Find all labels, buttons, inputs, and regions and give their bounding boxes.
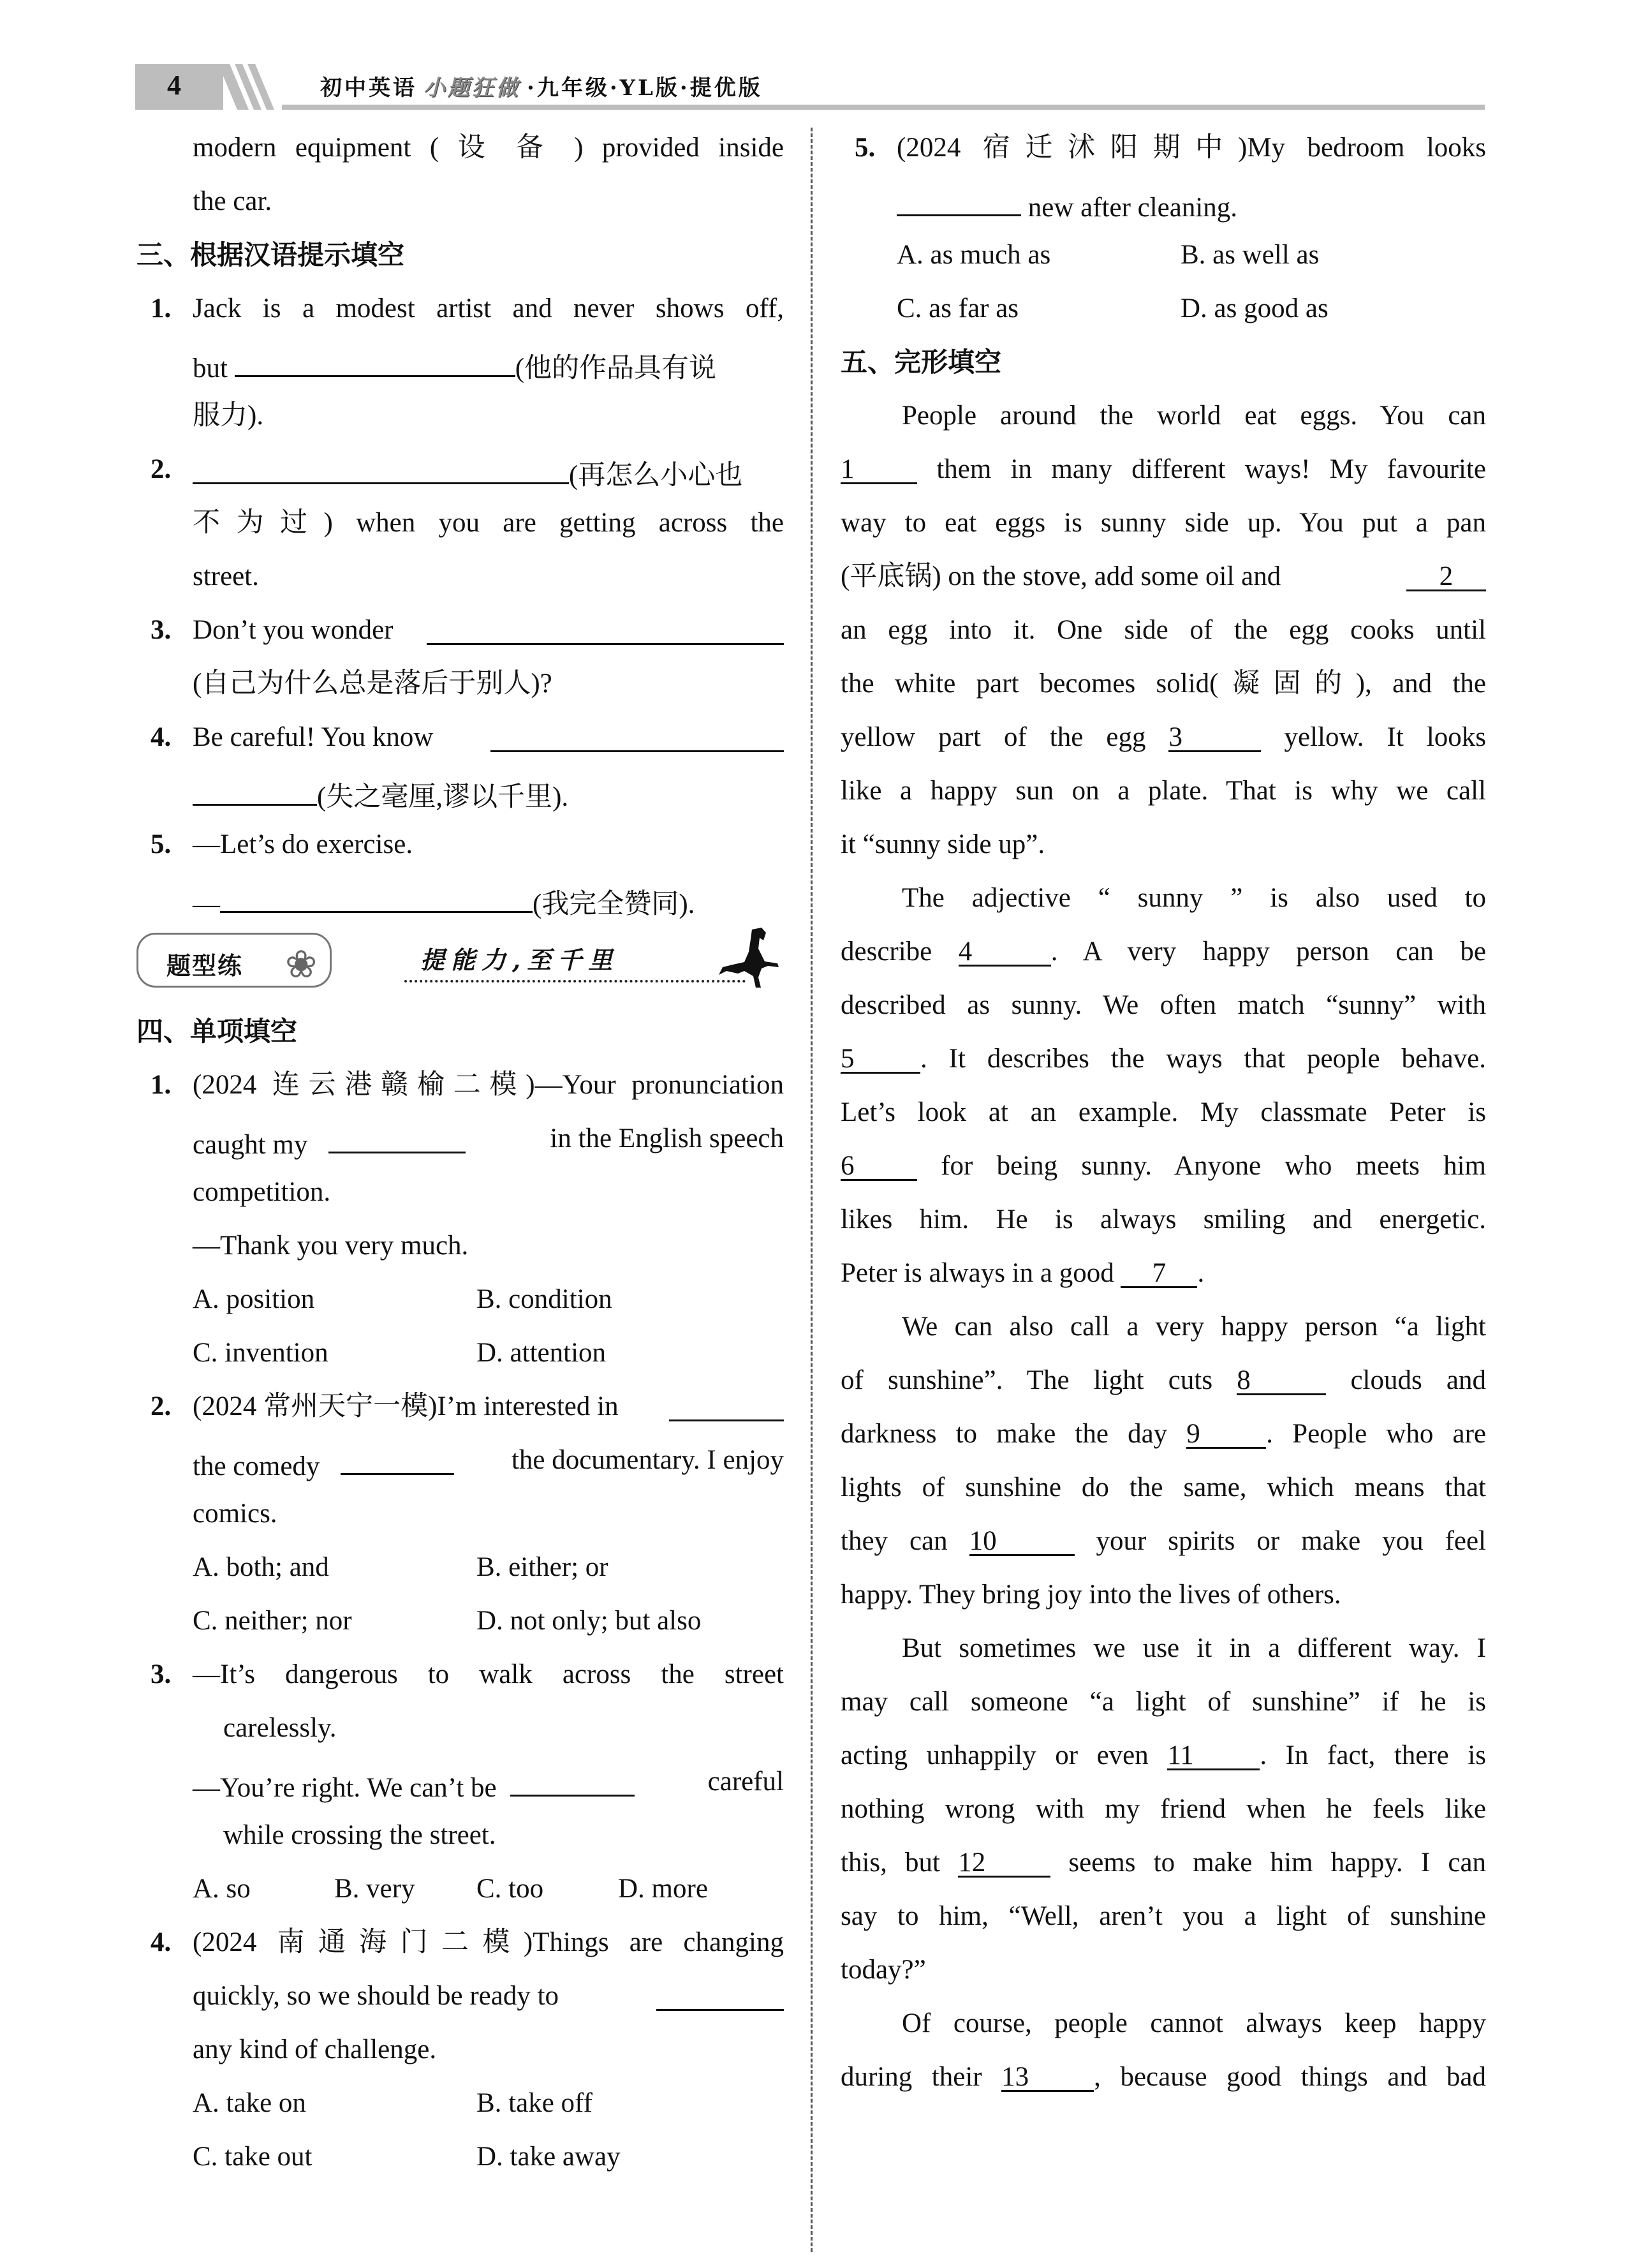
answer-blank[interactable] [656,1969,784,2011]
question-number: 5. [855,133,876,163]
section-heading: 四、单项填空 [136,1016,298,1047]
option-a[interactable]: A. both; and [193,1552,329,1582]
question-3 [136,1648,784,1701]
page-header [135,64,1485,110]
passage-text: seems to make him happy. I can [1068,1848,1486,1878]
passage-line [841,711,1486,764]
book-title [320,70,763,101]
answer-blank[interactable] [328,1112,466,1153]
answer-blank[interactable] [193,443,569,484]
cloze-blank-4[interactable]: 4 [959,925,1051,967]
passage-line: today?” [841,1955,926,1985]
text-line [136,336,784,389]
passage-line [841,1407,1486,1461]
passage-text: . In fact, there is [1260,1740,1486,1770]
option-c[interactable]: C. take out [193,2142,313,2172]
question-text: Don’t you wonder [193,615,394,645]
passage-text: for being sunny. Anyone who meets him [941,1151,1486,1181]
option-c[interactable]: C. as far as [897,293,1019,323]
question-2 [136,1380,784,1434]
page-number: 4 [167,70,181,101]
text-line: 服力). [193,401,264,431]
horse-icon [714,926,784,990]
text-line: street. [193,561,259,591]
question-number: 4. [151,722,172,752]
question-text: but [193,353,228,383]
question-text: quickly, so we should be ready to [193,1981,559,2011]
passage-line: nothing wrong with my friend when he feels like [841,1794,1486,1824]
text-line: modern equipment ( 设 备 ) provided inside [193,133,784,163]
question-number: 2. [151,454,172,484]
question-4 [136,1916,784,1969]
dotted-rule [404,980,746,982]
dash: — [193,889,220,919]
text-line [136,764,784,818]
title-subject: 初中英语 [320,75,417,101]
options-row [136,1326,784,1380]
passage-line [841,443,1486,496]
passage-line [841,1354,1486,1407]
option-d[interactable]: D. attention [476,1338,607,1368]
chinese-hint: (我完全赞同). [533,889,695,919]
cloze-blank-3[interactable]: 3 [1168,711,1261,752]
header-stripes [218,64,288,110]
chinese-hint: (自己为什么总是落后于别人)? [193,669,552,699]
passage-line: Of course, people cannot always keep happy [902,2008,1486,2038]
passage-line: happy. They bring joy into the lives of others. [841,1580,1341,1610]
section-heading: 五、完形填空 [841,346,1002,378]
answer-blank[interactable] [341,1434,454,1475]
passage-text: Peter is always in a good [841,1258,1114,1288]
passage-line: But sometimes we use it in a different way. I [902,1633,1486,1663]
cloze-blank-5[interactable]: 5 [841,1032,920,1074]
passage-line [841,1729,1486,1783]
option-d[interactable]: D. as good as [1181,293,1329,323]
passage-line: like a happy sun on a plate. That is why we call [841,776,1486,806]
text-line: —Thank you very much. [193,1231,469,1261]
passage-text: , because good things and bad [1094,2062,1486,2092]
passage-text: darkness to make the day [841,1419,1168,1449]
answer-blank[interactable] [897,175,1021,216]
option-b[interactable]: B. condition [476,1284,612,1314]
passage-line: way to eat eggs is sunny side up. You put a pan [841,508,1486,538]
banner-motto: 提能力,至千里 [420,945,619,974]
section-banner [136,926,784,990]
option-d[interactable]: D. not only; but also [476,1606,702,1636]
column-divider [811,128,813,2252]
left-column [136,121,784,925]
options-row [136,2130,784,2184]
options-row [136,1541,784,1594]
question-number: 3. [151,615,172,645]
passage-line: it “sunny side up”. [841,829,1045,859]
answer-blank[interactable] [427,604,784,645]
option-c[interactable]: C. invention [193,1338,328,1368]
question-2 [136,443,784,496]
answer-blank[interactable] [235,336,515,377]
passage-line [841,2050,1486,2104]
passage-text: your spirits or make you feel [1096,1526,1486,1556]
passage-text: of sunshine”. The light cuts [841,1365,1213,1395]
passage-line: Let’s look at an example. My classmate Peter is [841,1097,1486,1127]
question-text: caught my [193,1130,308,1160]
lotus-icon: ❀ [285,944,318,986]
cloze-blank-6[interactable]: 6 [841,1139,917,1181]
question-number: 4. [151,1927,172,1957]
options-row [136,1273,784,1326]
passage-text: . It describes the ways that people behave. [920,1044,1486,1074]
question-text: (2024 常州天宁一模)I’m interested in [193,1391,619,1421]
chinese-hint: (再怎么小心也 [569,461,743,491]
cloze-blank-13[interactable]: 13 [1001,2050,1094,2092]
passage-line: The adjective “ sunny ” is also used to [902,883,1486,913]
text-line: competition. [193,1177,331,1207]
options-row [841,228,1486,282]
question-text: (2024 连云港赣榆二模)—Your pronunciation [193,1070,784,1100]
text-line [136,1434,784,1487]
option-b[interactable]: B. as well as [1181,240,1320,270]
question-text: the documentary. I enjoy [511,1445,784,1475]
passage-line [841,1247,1486,1300]
question-text: (2024 宿迁沭阳期中)My bedroom looks [897,133,1486,163]
text-line: carelessly. [223,1713,337,1743]
question-1 [136,282,784,336]
text-line: comics. [193,1499,277,1529]
passage-text: clouds and [1350,1365,1486,1395]
passage-text: yellow part of the egg [841,722,1146,752]
passage-line: People around the world eat eggs. You can [902,401,1486,431]
question-text: —Let’s do exercise. [193,829,413,859]
cloze-blank-1[interactable]: 1 [841,443,917,484]
passage-text: describe [841,937,932,967]
question-text: new after cleaning. [1027,193,1238,223]
question-5 [841,121,1486,175]
text-line [136,871,784,925]
question-number: 3. [151,1659,172,1689]
text-line [136,1112,784,1166]
passage-text: . A very happy person can be [1050,937,1486,967]
cloze-blank-2[interactable]: 2 [1406,550,1486,591]
passage-text: (平底锅) on the stove, add some oil and [841,561,1281,591]
passage-line [841,550,1486,604]
passage-line [841,1515,1486,1568]
answer-blank[interactable] [220,871,533,913]
cloze-blank-7[interactable]: 7 [1121,1247,1197,1288]
text-line: any kind of challenge. [193,2035,437,2064]
passage-text: . People who are [1266,1419,1486,1449]
title-edition: ·九年级·YL版·提优版 [527,75,763,101]
right-column [841,121,1486,2104]
text-line [841,175,1486,228]
question-text: Jack is a modest artist and never shows off, [193,293,784,323]
passage-line [841,1139,1486,1193]
passage-line: described as sunny. We often match “sunny” with [841,990,1486,1020]
question-text: the comedy [193,1451,320,1481]
passage-text: they can [841,1526,948,1556]
cloze-blank-10[interactable]: 10 [969,1515,1075,1556]
option-b[interactable]: B. either; or [476,1552,608,1582]
section-heading: 三、根据汉语提示填空 [136,239,405,271]
answer-blank[interactable] [490,711,784,752]
chinese-hint: (失之毫厘,谬以千里). [317,782,569,812]
options-row [136,1594,784,1648]
cloze-blank-12[interactable]: 12 [958,1836,1050,1878]
passage-line [841,925,1486,979]
options-row [841,282,1486,336]
question-number: 1. [151,1070,172,1100]
text-line: while crossing the street. [223,1820,496,1850]
badge-label: 题型练 [166,952,244,980]
question-text: in the English speech [550,1123,784,1153]
passage-line [841,1032,1486,1086]
passage-line: We can also call a very happy person “a light [902,1312,1486,1342]
question-4 [136,711,784,764]
cloze-blank-11[interactable]: 11 [1167,1729,1260,1770]
passage-line: likes him. He is always smiling and energetic. [841,1204,1486,1234]
options-row [136,2077,784,2130]
passage-text: this, but [841,1848,941,1878]
answer-blank[interactable] [669,1380,784,1421]
question-text: —You’re right. We can’t be [193,1773,497,1803]
option-d[interactable]: D. more [618,1874,708,1904]
question-5 [136,818,784,871]
option-a[interactable]: A. take on [193,2088,306,2118]
question-text: careful [707,1767,784,1797]
answer-blank[interactable] [510,1755,635,1797]
option-a[interactable]: A. so [193,1874,251,1904]
option-d[interactable]: D. take away [476,2142,621,2172]
option-c[interactable]: C. neither; nor [193,1606,352,1636]
passage-line: an egg into it. One side of the egg cooks until [841,615,1486,645]
question-3 [136,604,784,657]
passage-text: . [1197,1258,1205,1288]
question-number: 5. [151,829,172,859]
question-number: 2. [151,1391,172,1421]
text-line [136,1755,784,1809]
option-b[interactable]: B. take off [476,2088,593,2118]
question-1 [136,1058,784,1112]
option-b[interactable]: B. very [334,1874,415,1904]
passage-line: may call someone “a light of sunshine” if he is [841,1687,1486,1717]
text-line [136,1969,784,2023]
passage-line [841,1836,1486,1890]
text-line: 不为过) when you are getting across the [193,508,784,538]
cloze-blank-9[interactable]: 9 [1186,1407,1266,1449]
banner-badge [136,933,332,988]
passage-text: them in many different ways! My favourite [936,454,1486,484]
question-text: —It’s dangerous to walk across the street [193,1659,784,1689]
left-column-lower [136,1005,784,2184]
answer-blank[interactable] [193,764,317,806]
header-rule [282,105,1485,110]
option-a[interactable]: A. position [193,1284,315,1314]
passage-line: say to him, “Well, aren’t you a light of sunshine [841,1901,1486,1931]
option-c[interactable]: C. too [476,1874,544,1904]
chinese-hint: (他的作品具有说 [515,353,717,383]
passage-text: acting unhappily or even [841,1740,1149,1770]
cloze-blank-8[interactable]: 8 [1237,1354,1326,1395]
passage-text: yellow. It looks [1284,722,1486,752]
option-a[interactable]: A. as much as [897,240,1051,270]
question-text: Be careful! You know [193,722,434,752]
question-number: 1. [151,293,172,323]
series-logo: 小题狂做 [423,75,520,101]
options-row [136,1862,784,1916]
text-line: the car. [193,186,272,216]
question-text: (2024 南通海门二模)Things are changing [193,1927,784,1957]
passage-line: the white part becomes solid(凝固的), and the [841,669,1486,699]
passage-text: during their [841,2062,982,2092]
passage-line: lights of sunshine do the same, which means that [841,1472,1486,1502]
